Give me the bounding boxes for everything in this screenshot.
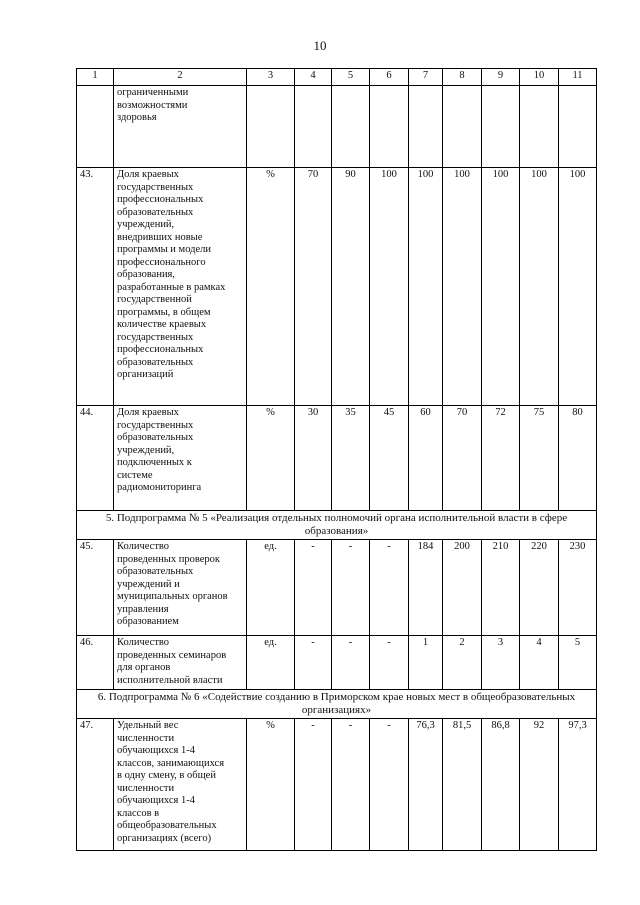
value-cell: 210 — [482, 540, 520, 636]
table-row — [77, 406, 597, 511]
value-cell: 230 — [559, 540, 597, 636]
value-cell: - — [370, 540, 409, 636]
value-cell: 3 — [482, 636, 520, 690]
row-number: 45. — [77, 540, 114, 636]
value-cell — [482, 86, 520, 168]
value-cell — [370, 86, 409, 168]
value-cell: 100 — [443, 168, 482, 406]
indicator-name: ограниченными возможностями здоровья — [114, 86, 247, 168]
value-cell: 2 — [443, 636, 482, 690]
value-cell: 70 — [295, 168, 332, 406]
indicator-name: Доля краевых государственных профессиональных образовательных учреждений, внедривших новые программы и модели профессионального образования, разработанные в рамках государственной программы, в общем количестве краевых государственных профессиональных образовательных организаций — [114, 168, 247, 406]
indicator-name: Доля краевых государственных образовательных учреждений, подключенных к системе радиомониторинга — [114, 406, 247, 511]
value-cell: 1 — [409, 636, 443, 690]
section-row — [77, 690, 597, 719]
value-cell: 72 — [482, 406, 520, 511]
value-cell: - — [295, 540, 332, 636]
value-cell: 90 — [332, 168, 370, 406]
value-cell: 86,8 — [482, 719, 520, 851]
table-row — [77, 168, 597, 406]
value-cell — [295, 86, 332, 168]
header-cell: 5 — [332, 69, 370, 86]
value-cell: 100 — [559, 168, 597, 406]
value-cell: 76,3 — [409, 719, 443, 851]
header-cell: 1 — [77, 69, 114, 86]
value-cell: 60 — [409, 406, 443, 511]
value-cell: 200 — [443, 540, 482, 636]
row-number: 46. — [77, 636, 114, 690]
value-cell: 45 — [370, 406, 409, 511]
header-cell: 11 — [559, 69, 597, 86]
value-cell: - — [332, 719, 370, 851]
unit-cell: % — [247, 719, 295, 851]
table-row — [77, 540, 597, 636]
value-cell: 92 — [520, 719, 559, 851]
indicator-name: Удельный вес численности обучающихся 1-4 классов, занимающихся в одну смену, в общей численности обучающихся 1-4 классов в общеобразовательных организациях (всего) — [114, 719, 247, 851]
header-cell: 4 — [295, 69, 332, 86]
value-cell: 4 — [520, 636, 559, 690]
value-cell: 184 — [409, 540, 443, 636]
header-row — [77, 69, 597, 86]
section-5-title: 5. Подпрограмма № 5 «Реализация отдельных полномочий органа исполнительной власти в сфере образования» — [77, 511, 597, 540]
header-cell: 7 — [409, 69, 443, 86]
unit-cell: % — [247, 168, 295, 406]
value-cell: 70 — [443, 406, 482, 511]
unit-cell — [247, 86, 295, 168]
indicators-table — [76, 68, 597, 851]
indicator-name: Количество проведенных семинаров для органов исполнительной власти — [114, 636, 247, 690]
value-cell — [443, 86, 482, 168]
value-cell: - — [370, 636, 409, 690]
value-cell: 100 — [409, 168, 443, 406]
value-cell: 100 — [370, 168, 409, 406]
unit-cell: ед. — [247, 636, 295, 690]
header-cell: 9 — [482, 69, 520, 86]
value-cell: 35 — [332, 406, 370, 511]
value-cell: 80 — [559, 406, 597, 511]
value-cell: 75 — [520, 406, 559, 511]
header-cell: 3 — [247, 69, 295, 86]
value-cell — [520, 86, 559, 168]
section-6-title: 6. Подпрограмма № 6 «Содействие созданию в Приморском крае новых мест в общеобразовательных организациях» — [77, 690, 597, 719]
value-cell — [332, 86, 370, 168]
value-cell: - — [295, 719, 332, 851]
row-number: 43. — [77, 168, 114, 406]
value-cell: - — [332, 540, 370, 636]
row-number: 44. — [77, 406, 114, 511]
value-cell: 5 — [559, 636, 597, 690]
row-number — [77, 86, 114, 168]
header-cell: 6 — [370, 69, 409, 86]
unit-cell: % — [247, 406, 295, 511]
value-cell — [559, 86, 597, 168]
value-cell: 100 — [482, 168, 520, 406]
value-cell: 220 — [520, 540, 559, 636]
page-number: 10 — [313, 38, 327, 53]
section-row — [77, 511, 597, 540]
header-cell: 10 — [520, 69, 559, 86]
value-cell: 100 — [520, 168, 559, 406]
header-cell: 2 — [114, 69, 247, 86]
value-cell: - — [295, 636, 332, 690]
table-row — [77, 86, 597, 168]
table-row — [77, 636, 597, 690]
header-cell: 8 — [443, 69, 482, 86]
table-row — [77, 719, 597, 851]
value-cell: 30 — [295, 406, 332, 511]
row-number: 47. — [77, 719, 114, 851]
value-cell: - — [370, 719, 409, 851]
value-cell — [409, 86, 443, 168]
indicator-name: Количество проведенных проверок образовательных учреждений и муниципальных органов управления образованием — [114, 540, 247, 636]
value-cell: 81,5 — [443, 719, 482, 851]
value-cell: - — [332, 636, 370, 690]
value-cell: 97,3 — [559, 719, 597, 851]
unit-cell: ед. — [247, 540, 295, 636]
